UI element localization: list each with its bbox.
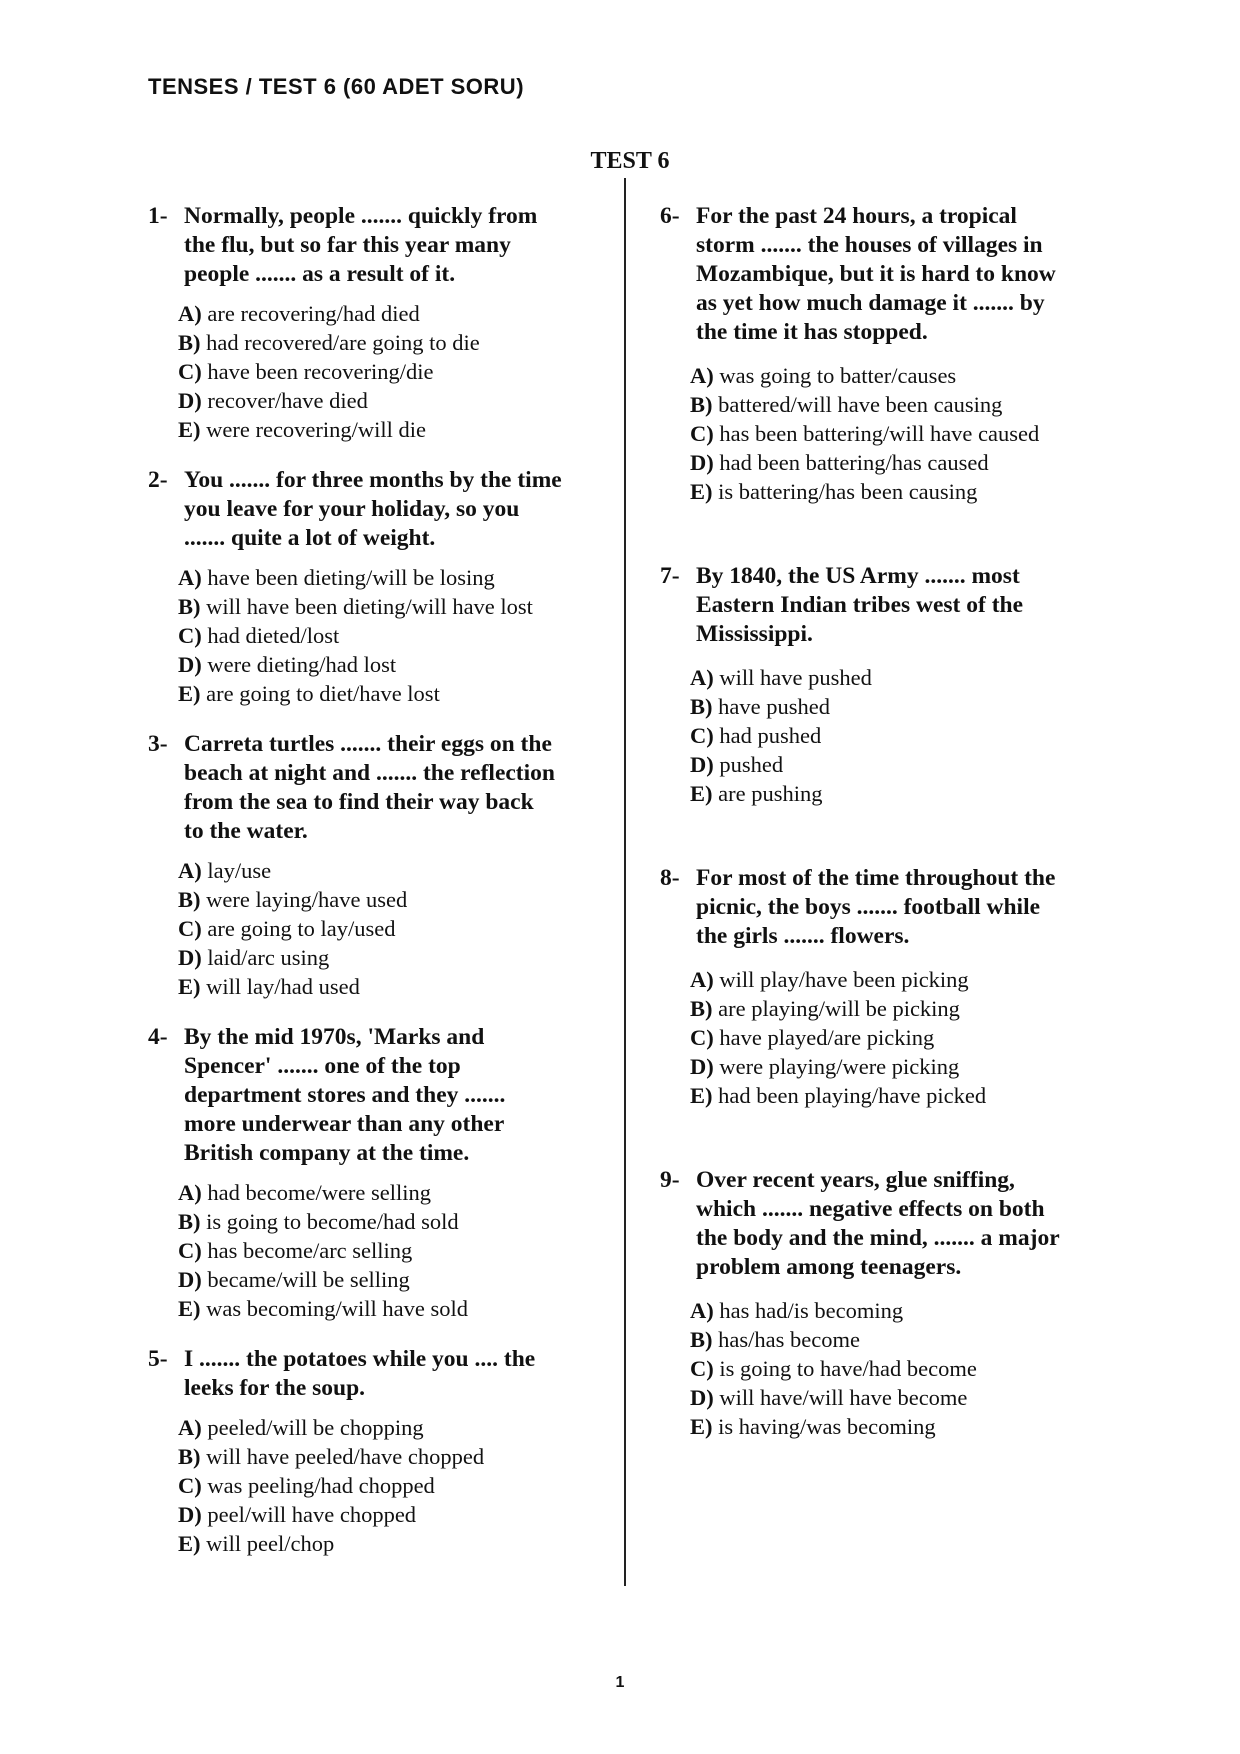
option-text: peel/will have chopped [207, 1502, 417, 1527]
option-letter: C) [690, 723, 714, 748]
option-a[interactable] [690, 1296, 1130, 1325]
option-letter: D) [690, 450, 714, 475]
question-stem: Over recent years, glue sniffing, which ....... negative effects on both the body and the mind, ....... a major problem among teenagers. [696, 1167, 1060, 1280]
option-letter: D) [178, 945, 202, 970]
option-letter: B) [690, 694, 713, 719]
option-letter: C) [178, 623, 202, 648]
option-letter: A) [690, 1298, 714, 1323]
option-letter: A) [178, 1180, 202, 1205]
option-e[interactable] [178, 972, 618, 1001]
question-stem: By the mid 1970s, 'Marks and Spencer' ....... one of the top department stores and they ....... more underwear than any other British company at the time. [184, 1024, 506, 1166]
options-list [690, 663, 1130, 808]
test-title: TEST 6 [590, 148, 670, 174]
option-c[interactable] [178, 357, 618, 386]
option-letter: B) [690, 996, 713, 1021]
option-text: battered/will have been causing [718, 392, 1003, 417]
option-letter: C) [178, 1473, 202, 1498]
option-c[interactable] [690, 419, 1130, 448]
option-text: will play/have been picking [719, 967, 969, 992]
question-7 [660, 562, 1130, 808]
option-letter: B) [178, 1209, 201, 1234]
option-a[interactable] [178, 299, 618, 328]
option-text: will peel/chop [206, 1531, 335, 1556]
question-1 [148, 202, 618, 444]
option-text: has become/arc selling [207, 1238, 413, 1263]
option-letter: E) [690, 1414, 713, 1439]
option-letter: A) [178, 301, 202, 326]
option-d[interactable] [178, 1500, 618, 1529]
option-letter: E) [178, 1296, 201, 1321]
option-text: was becoming/will have sold [206, 1296, 468, 1321]
question-stem: You ....... for three months by the time you leave for your holiday, so you ....... quite a lot of weight. [184, 467, 562, 551]
option-letter: C) [690, 1356, 714, 1381]
option-a[interactable] [178, 563, 618, 592]
option-letter: E) [178, 974, 201, 999]
option-letter: E) [690, 479, 713, 504]
right-column [660, 202, 1130, 1441]
option-d[interactable] [178, 1265, 618, 1294]
option-letter: C) [178, 916, 202, 941]
question-stem: Normally, people ....... quickly from the flu, but so far this year many people ....... as a result of it. [184, 203, 538, 287]
option-text: is having/was becoming [718, 1414, 936, 1439]
option-d[interactable] [178, 386, 618, 415]
option-a[interactable] [178, 856, 618, 885]
options-list [690, 965, 1130, 1110]
option-letter: D) [690, 752, 714, 777]
option-text: are pushing [718, 781, 823, 806]
option-letter: A) [690, 665, 714, 690]
question-stem: For the past 24 hours, a tropical storm ....... the houses of villages in Mozambique, but it is hard to know as yet how much damage it ....... by the time it has stopped. [696, 203, 1056, 345]
question-number: 5- [148, 1346, 168, 1372]
option-letter: A) [178, 1415, 202, 1440]
question-number: 9- [660, 1167, 680, 1193]
option-text: are going to diet/have lost [206, 681, 440, 706]
options-list [178, 563, 618, 708]
option-d[interactable] [690, 1383, 1130, 1412]
question-number: 2- [148, 467, 168, 493]
option-text: will have pushed [719, 665, 872, 690]
option-letter: B) [178, 330, 201, 355]
option-letter: C) [690, 421, 714, 446]
option-b[interactable] [178, 1442, 618, 1471]
option-letter: C) [178, 359, 202, 384]
question-stem: For most of the time throughout the picnic, the boys ....... football while the girls ....... flowers. [696, 865, 1056, 949]
option-letter: A) [178, 565, 202, 590]
option-text: will have been dieting/will have lost [206, 594, 533, 619]
option-e[interactable] [178, 1294, 618, 1323]
option-text: recover/have died [207, 388, 368, 413]
question-3 [148, 730, 618, 1001]
option-text: were dieting/had lost [207, 652, 397, 677]
option-text: is going to have/had become [719, 1356, 977, 1381]
option-text: lay/use [207, 858, 272, 883]
option-b[interactable] [690, 1325, 1130, 1354]
option-text: has had/is becoming [719, 1298, 904, 1323]
question-number: 1- [148, 203, 168, 229]
option-text: have played/are picking [719, 1025, 935, 1050]
option-b[interactable] [690, 994, 1130, 1023]
option-text: peeled/will be chopping [207, 1415, 424, 1440]
option-text: will have peeled/have chopped [206, 1444, 485, 1469]
options-list [178, 299, 618, 444]
option-text: were laying/have used [206, 887, 408, 912]
option-b[interactable] [178, 592, 618, 621]
option-letter: C) [178, 1238, 202, 1263]
option-a[interactable] [178, 1178, 618, 1207]
option-e[interactable] [178, 415, 618, 444]
option-d[interactable] [690, 1052, 1130, 1081]
option-text: pushed [719, 752, 784, 777]
option-e[interactable] [178, 1529, 618, 1558]
option-letter: E) [178, 1531, 201, 1556]
option-letter: B) [178, 887, 201, 912]
question-2 [148, 466, 618, 708]
option-letter: D) [178, 652, 202, 677]
question-number: 6- [660, 203, 680, 229]
option-text: is going to become/had sold [206, 1209, 459, 1234]
question-4 [148, 1023, 618, 1323]
option-e[interactable] [690, 1412, 1130, 1441]
option-text: are playing/will be picking [718, 996, 960, 1021]
question-number: 3- [148, 731, 168, 757]
option-letter: D) [690, 1385, 714, 1410]
option-b[interactable] [178, 885, 618, 914]
option-e[interactable] [690, 477, 1130, 506]
option-text: are going to lay/used [207, 916, 396, 941]
option-text: had become/were selling [207, 1180, 432, 1205]
page-number: 1 [615, 1674, 625, 1691]
option-letter: D) [178, 388, 202, 413]
option-letter: E) [178, 681, 201, 706]
option-letter: B) [690, 1327, 713, 1352]
option-b[interactable] [690, 692, 1130, 721]
option-text: have been dieting/will be losing [207, 565, 495, 590]
option-text: are recovering/had died [207, 301, 420, 326]
option-b[interactable] [178, 1207, 618, 1236]
option-text: was peeling/had chopped [207, 1473, 435, 1498]
option-text: will have/will have become [719, 1385, 968, 1410]
options-list [690, 361, 1130, 506]
options-list [690, 1296, 1130, 1441]
option-letter: A) [690, 967, 714, 992]
column-divider [624, 178, 626, 1586]
option-text: laid/arc using [207, 945, 330, 970]
option-text: were recovering/will die [206, 417, 427, 442]
option-c[interactable] [690, 1023, 1130, 1052]
option-text: is battering/has been causing [718, 479, 978, 504]
option-d[interactable] [690, 750, 1130, 779]
left-column [148, 202, 618, 1558]
options-list [178, 1178, 618, 1323]
option-text: had been battering/has caused [719, 450, 989, 475]
page-header-title: TENSES / TEST 6 (60 ADET SORU) [148, 74, 525, 99]
option-letter: B) [690, 392, 713, 417]
option-text: had recovered/are going to die [206, 330, 480, 355]
option-text: became/will be selling [207, 1267, 410, 1292]
option-text: had been playing/have picked [718, 1083, 987, 1108]
option-a[interactable] [690, 965, 1130, 994]
option-a[interactable] [178, 1413, 618, 1442]
question-number: 7- [660, 563, 680, 589]
option-letter: A) [690, 363, 714, 388]
option-a[interactable] [690, 361, 1130, 390]
option-c[interactable] [690, 721, 1130, 750]
option-a[interactable] [690, 663, 1130, 692]
option-c[interactable] [178, 914, 618, 943]
question-stem: By 1840, the US Army ....... most Eastern Indian tribes west of the Mississippi. [696, 563, 1024, 647]
option-text: had dieted/lost [207, 623, 340, 648]
option-c[interactable] [690, 1354, 1130, 1383]
option-letter: B) [178, 594, 201, 619]
question-number: 8- [660, 865, 680, 891]
option-text: were playing/were picking [719, 1054, 960, 1079]
option-e[interactable] [690, 1081, 1130, 1110]
option-text: will lay/had used [206, 974, 360, 999]
option-c[interactable] [178, 1236, 618, 1265]
question-stem: I ....... the potatoes while you .... the leeks for the soup. [184, 1346, 536, 1401]
question-5 [148, 1345, 618, 1558]
option-letter: E) [178, 417, 201, 442]
option-text: had pushed [719, 723, 822, 748]
option-text: have been recovering/die [207, 359, 434, 384]
question-number: 4- [148, 1024, 168, 1050]
option-text: have pushed [718, 694, 830, 719]
option-letter: E) [690, 1083, 713, 1108]
option-letter: E) [690, 781, 713, 806]
option-c[interactable] [178, 621, 618, 650]
option-d[interactable] [178, 650, 618, 679]
option-text: has been battering/will have caused [719, 421, 1040, 446]
options-list [178, 1413, 618, 1558]
option-d[interactable] [178, 943, 618, 972]
question-9 [660, 1166, 1130, 1441]
option-e[interactable] [178, 679, 618, 708]
question-8 [660, 864, 1130, 1110]
option-b[interactable] [178, 328, 618, 357]
question-stem: Carreta turtles ....... their eggs on the beach at night and ....... the reflection from the sea to find their way back to the water. [184, 731, 555, 844]
option-letter: C) [690, 1025, 714, 1050]
option-b[interactable] [690, 390, 1130, 419]
question-6 [660, 202, 1130, 506]
option-letter: B) [178, 1444, 201, 1469]
option-text: has/has become [718, 1327, 860, 1352]
option-letter: D) [690, 1054, 714, 1079]
option-text: was going to batter/causes [719, 363, 957, 388]
options-list [178, 856, 618, 1001]
option-letter: A) [178, 858, 202, 883]
option-letter: D) [178, 1267, 202, 1292]
option-e[interactable] [690, 779, 1130, 808]
option-c[interactable] [178, 1471, 618, 1500]
option-letter: D) [178, 1502, 202, 1527]
option-d[interactable] [690, 448, 1130, 477]
